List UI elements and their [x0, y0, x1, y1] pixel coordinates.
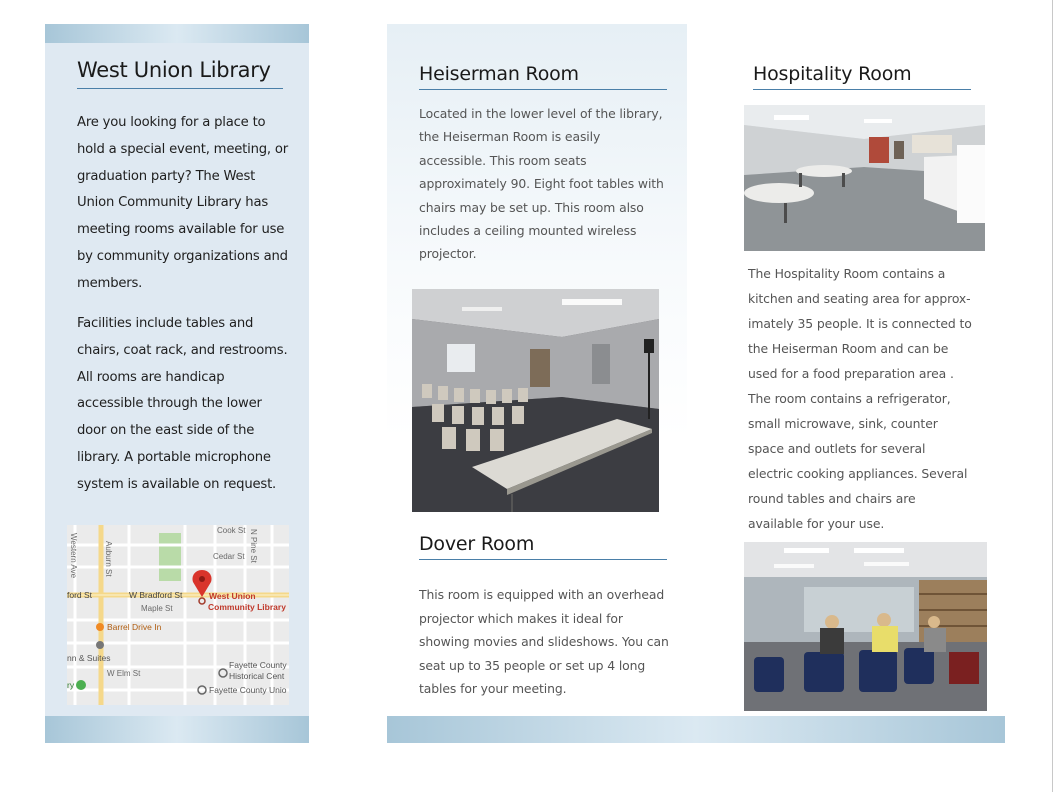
hospitality-description: The Hospitality Room contains a kitchen and seating area for approx-imately 35 people. It is connected to the Heiserman Room and can be used for a food preparation area . The room contains a refrigerator, small microwave, sink, counter space and outlets for several electric cooking appliances. Several round tables and chairs are available for your use.: [748, 266, 972, 531]
map-label-elm: W Elm St: [107, 669, 141, 678]
map-pin-label-1: West Union: [209, 591, 256, 601]
map-label-pine: N Pine St: [249, 529, 258, 563]
facilities-paragraph: Facilities include tables and chairs, coat rack, and restrooms. All rooms are handicap accessible through the lower door on the east side of the library. A portable microphone system is available on request.: [77, 316, 288, 492]
left-bottom-band: [45, 716, 309, 743]
map-label-western: Western Ave: [69, 533, 78, 579]
hospitality-title: Hospitality Room: [753, 63, 971, 90]
heiserman-description: Located in the lower level of the library, the Heiserman Room is easily accessible. This room seats approximately 90. Eight foot tables with chairs may be set up. This room also includes a ceiling mounted wireless projector.: [419, 106, 664, 262]
hotel-icon: [96, 641, 104, 649]
map-label-ford: ford St: [67, 590, 93, 600]
dover-room-photo: [744, 542, 987, 711]
library-title: West Union Library: [77, 58, 283, 89]
map-poi-barrel: Barrel Drive In: [107, 622, 162, 632]
restaurant-icon: [96, 623, 104, 631]
map-label-maple: Maple St: [141, 604, 173, 613]
map-poi-fayette-1b: Historical Cent: [229, 671, 285, 681]
map-poi-suites: nn & Suites: [67, 653, 111, 663]
map-pin-label-2: Community Library: [208, 602, 286, 612]
map-poi-fayette-1a: Fayette County: [229, 660, 287, 670]
heiserman-title: Heiserman Room: [419, 63, 667, 90]
dover-title: Dover Room: [419, 533, 667, 560]
location-map: [67, 525, 289, 705]
map-label-bradford: W Bradford St: [129, 590, 183, 600]
intro-paragraph: Are you looking for a place to hold a special event, meeting, or graduation party? The West Union Community Library has meeting rooms available for use by community organizations and members.: [77, 115, 288, 291]
page-edge: [1052, 0, 1053, 792]
park-area: [159, 533, 181, 581]
map-poi-edge: ry: [67, 680, 75, 690]
park-icon: [76, 680, 86, 690]
map-label-cedar: Cedar St: [213, 552, 245, 561]
map-label-auburn: Auburn St: [104, 541, 113, 577]
dover-description: This room is equipped with an overhead projector which makes it ideal for showing movies and slideshows. You can seat up to 35 people or set up 4 long tables for your meeting.: [419, 587, 669, 697]
map-label-cook: Cook St: [217, 526, 246, 535]
map-poi-fayette-2: Fayette County Unio: [209, 685, 287, 695]
hospitality-room-photo: [744, 105, 985, 251]
heiserman-room-photo: [412, 289, 659, 512]
right-bottom-band: [387, 716, 1005, 743]
left-top-band: [45, 24, 309, 43]
